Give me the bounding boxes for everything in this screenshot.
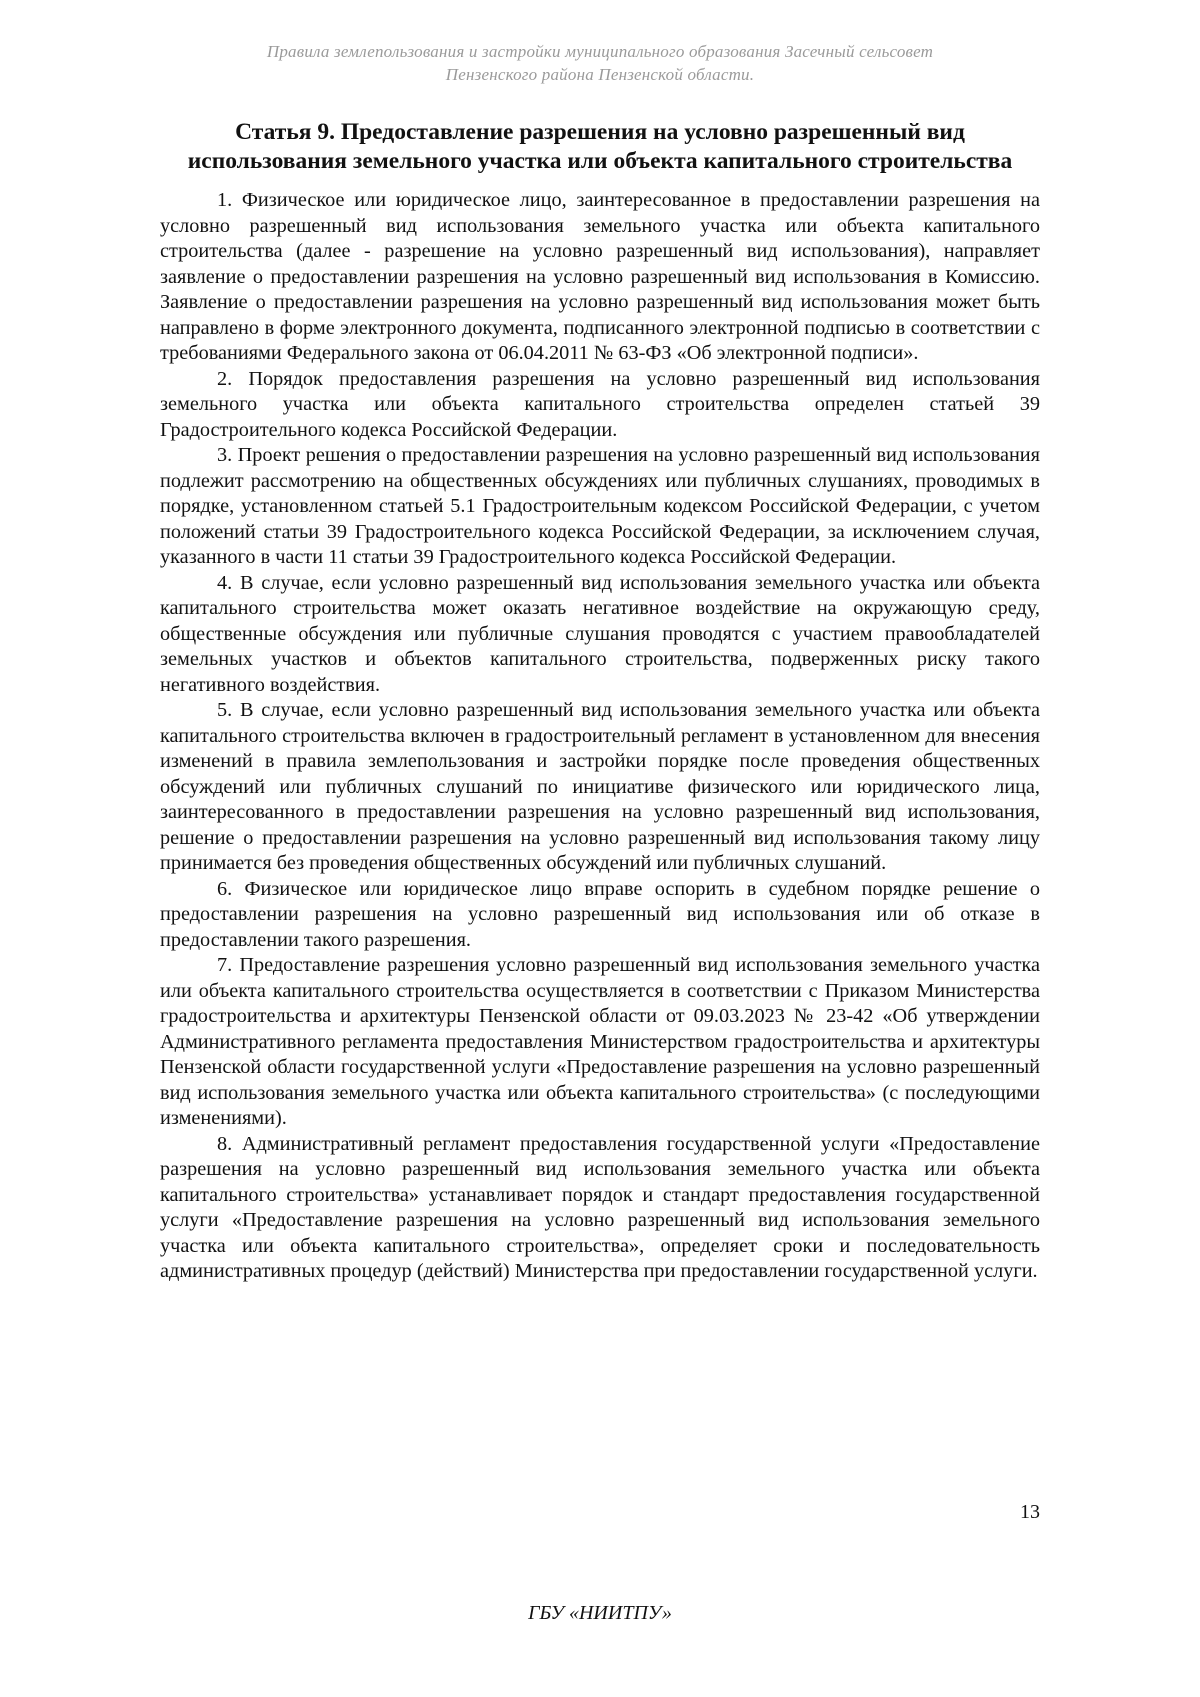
article-title (160, 118, 1040, 176)
paragraph-6: 6. Физическое или юридическое лицо вправе оспорить в судебном порядке решение о предоставлении разрешения на условно разрешенный вид использования или об отказе в предоставлении такого разрешения. (160, 877, 1040, 951)
article-title-line-2: использования земельного участка или объекта капитального строительства (187, 148, 1013, 174)
footer-organization: ГБУ «НИИТПУ» (528, 1602, 672, 1624)
paragraph-1: 1. Физическое или юридическое лицо, заинтересованное в предоставлении разрешения на условно разрешенный вид использования земельного участка или объекта капитального строительства (далее - разрешение на условно разрешенный вид использования), направляет заявление о предоставлении разрешения на условно разрешенный вид использования в Комиссию. Заявление о предоставлении разрешения на условно разрешенный вид использования может быть направлено в форме электронного документа, подписанного электронной подписью в соответствии с требованиями Федерального закона от 06.04.2011 № 63-ФЗ «Об электронной подписи». (160, 189, 1040, 364)
paragraph-2: 2. Порядок предоставления разрешения на условно разрешенный вид использования земельного участка или объекта капитального строительства определен статьей 39 Градостроительного кодекса Российской Федерации. (160, 367, 1040, 441)
article-title-line-1: Статья 9. Предоставление разрешения на условно разрешенный вид (235, 119, 965, 145)
article-body (160, 188, 1040, 1285)
running-header-line-2: Пензенского района Пензенской области. (445, 65, 755, 84)
running-header (160, 40, 1040, 86)
running-header-line-1: Правила землепользования и застройки муниципального образования Засечный сельсовет (266, 42, 934, 61)
paragraph-5: 5. В случае, если условно разрешенный вид использования земельного участка или объекта капитального строительства включен в градостроительный регламент в установленном для внесения изменений в правила землепользования и застройки порядке после проведения общественных обсуждений или публичных слушаний по инициативе физического или юридического лица, заинтересованного в предоставлении разрешения на условно разрешенный вид использования, решение о предоставлении разрешения на условно разрешенный вид использования такому лицу принимается без проведения общественных обсуждений или публичных слушаний. (160, 699, 1040, 874)
paragraph-3: 3. Проект решения о предоставлении разрешения на условно разрешенный вид использования подлежит рассмотрению на общественных обсуждениях или публичных слушаниях, проводимых в порядке, установленном статьей 5.1 Градостроительным кодексом Российской Федерации, с учетом положений статьи 39 Градостроительного кодекса Российской Федерации, за исключением случая, указанного в части 11 статьи 39 Градостроительного кодекса Российской Федерации. (160, 444, 1040, 568)
paragraph-4: 4. В случае, если условно разрешенный вид использования земельного участка или объекта капитального строительства может оказать негативное воздействие на окружающую среду, общественные обсуждения или публичные слушания проводятся с участием правообладателей земельных участков и объектов капитального строительства, подверженных риску такого негативного воздействия. (160, 571, 1040, 696)
paragraph-8: 8. Административный регламент предоставления государственной услуги «Предоставление разрешения на условно разрешенный вид использования земельного участка или объекта капитального строительства» устанавливает порядок и стандарт предоставления государственной услуги «Предоставление разрешения на условно разрешенный вид использования земельного участка или объекта капитального строительства», определяет сроки и последовательность административных процедур (действий) Министерства при предоставлении государственной услуги. (160, 1132, 1040, 1282)
page-number: 13 (1020, 1501, 1040, 1523)
paragraph-7: 7. Предоставление разрешения условно разрешенный вид использования земельного участка или объекта капитального строительства осуществляется в соответствии с Приказом Министерства градостроительства и архитектуры Пензенской области от 09.03.2023 № 23-42 «Об утверждении Административного регламента предоставления Министерством градостроительства и архитектуры Пензенской области государственной услуги «Предоставление разрешения на условно разрешенный вид использования земельного участка или объекта капитального строительства» (с последующими изменениями). (160, 954, 1040, 1129)
